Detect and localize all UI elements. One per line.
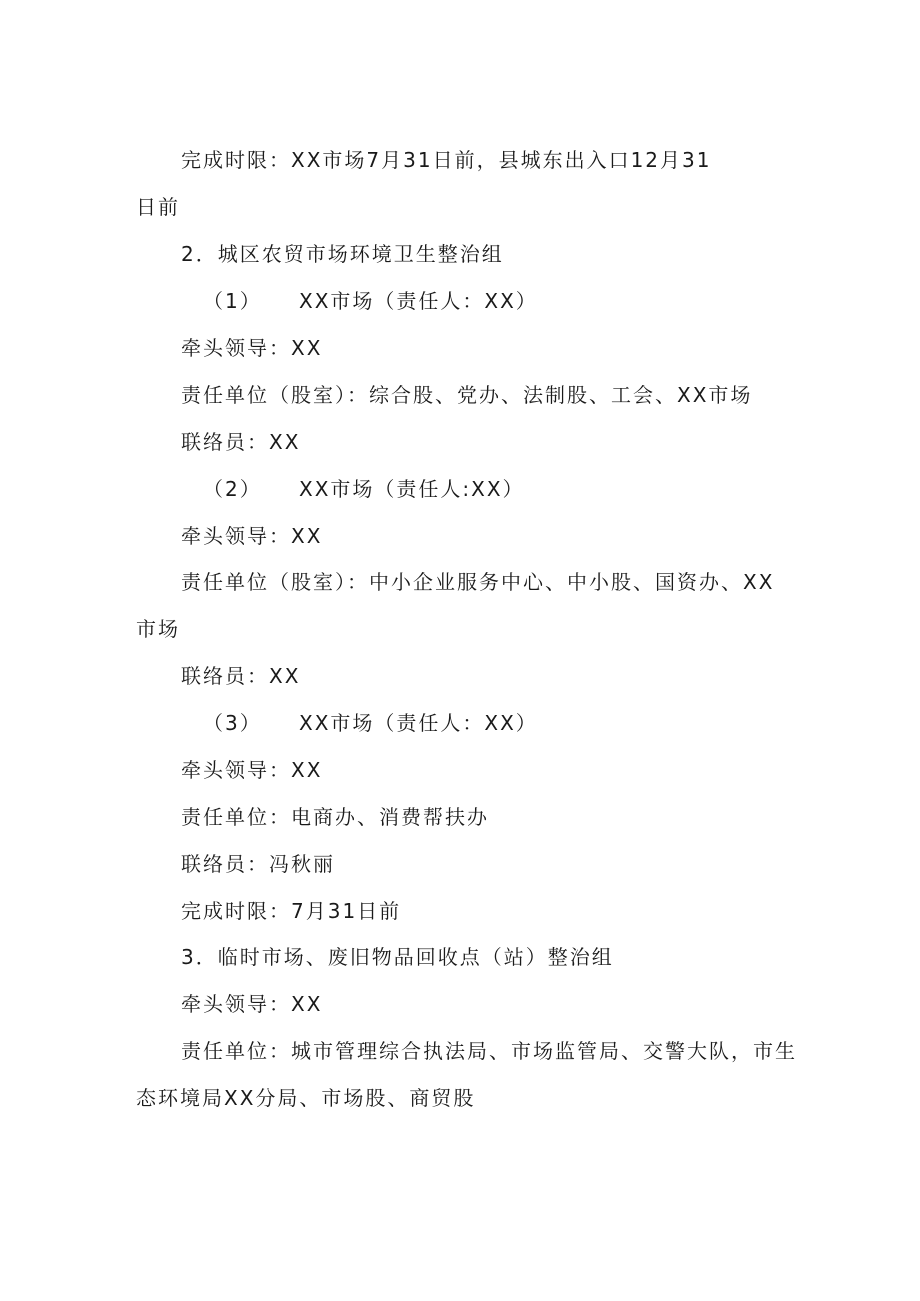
- completion-deadline-line: 完成时限：XX市场7月31日前，县城东出入口12月31: [181, 148, 712, 172]
- lead-official-line: 牵头领导：XX: [181, 524, 323, 548]
- subsection-number: （1）: [203, 289, 262, 313]
- responsible-units-line: 责任单位：电商办、消费帮扶办: [181, 805, 489, 829]
- subsection-number: （3）: [203, 711, 262, 735]
- responsible-units-line: 责任单位（股室）：综合股、党办、法制股、工会、XX市场: [181, 383, 753, 407]
- subsection-title: XX市场（责任人：XX）: [299, 289, 538, 313]
- responsible-units-line: 责任单位（股室）：中小企业服务中心、中小股、国资办、XX: [181, 570, 775, 594]
- section-heading-2: 2．城区农贸市场环境卫生整治组: [181, 242, 504, 266]
- subsection-2-heading: [203, 477, 525, 501]
- completion-deadline-line: 完成时限：7月31日前: [181, 899, 402, 923]
- subsection-3-heading: [203, 711, 538, 735]
- liaison-line: 联络员：XX: [181, 430, 301, 454]
- lead-official-line: 牵头领导：XX: [181, 336, 323, 360]
- liaison-line: 联络员：XX: [181, 664, 301, 688]
- subsection-title: XX市场（责任人：XX）: [299, 711, 538, 735]
- responsible-units-continuation: 态环境局XX分局、市场股、商贸股: [136, 1086, 476, 1110]
- subsection-title: XX市场（责任人:XX）: [299, 477, 525, 501]
- lead-official-line: 牵头领导：XX: [181, 992, 323, 1016]
- subsection-1-heading: [203, 289, 538, 313]
- completion-deadline-continuation: 日前: [136, 195, 180, 219]
- responsible-units-line: 责任单位：城市管理综合执法局、市场监管局、交警大队，市生: [181, 1039, 797, 1063]
- responsible-units-continuation: 市场: [136, 617, 180, 641]
- lead-official-line: 牵头领导：XX: [181, 758, 323, 782]
- section-heading-3: 3．临时市场、废旧物品回收点（站）整治组: [181, 945, 614, 969]
- subsection-number: （2）: [203, 477, 262, 501]
- liaison-line: 联络员：冯秋丽: [181, 852, 335, 876]
